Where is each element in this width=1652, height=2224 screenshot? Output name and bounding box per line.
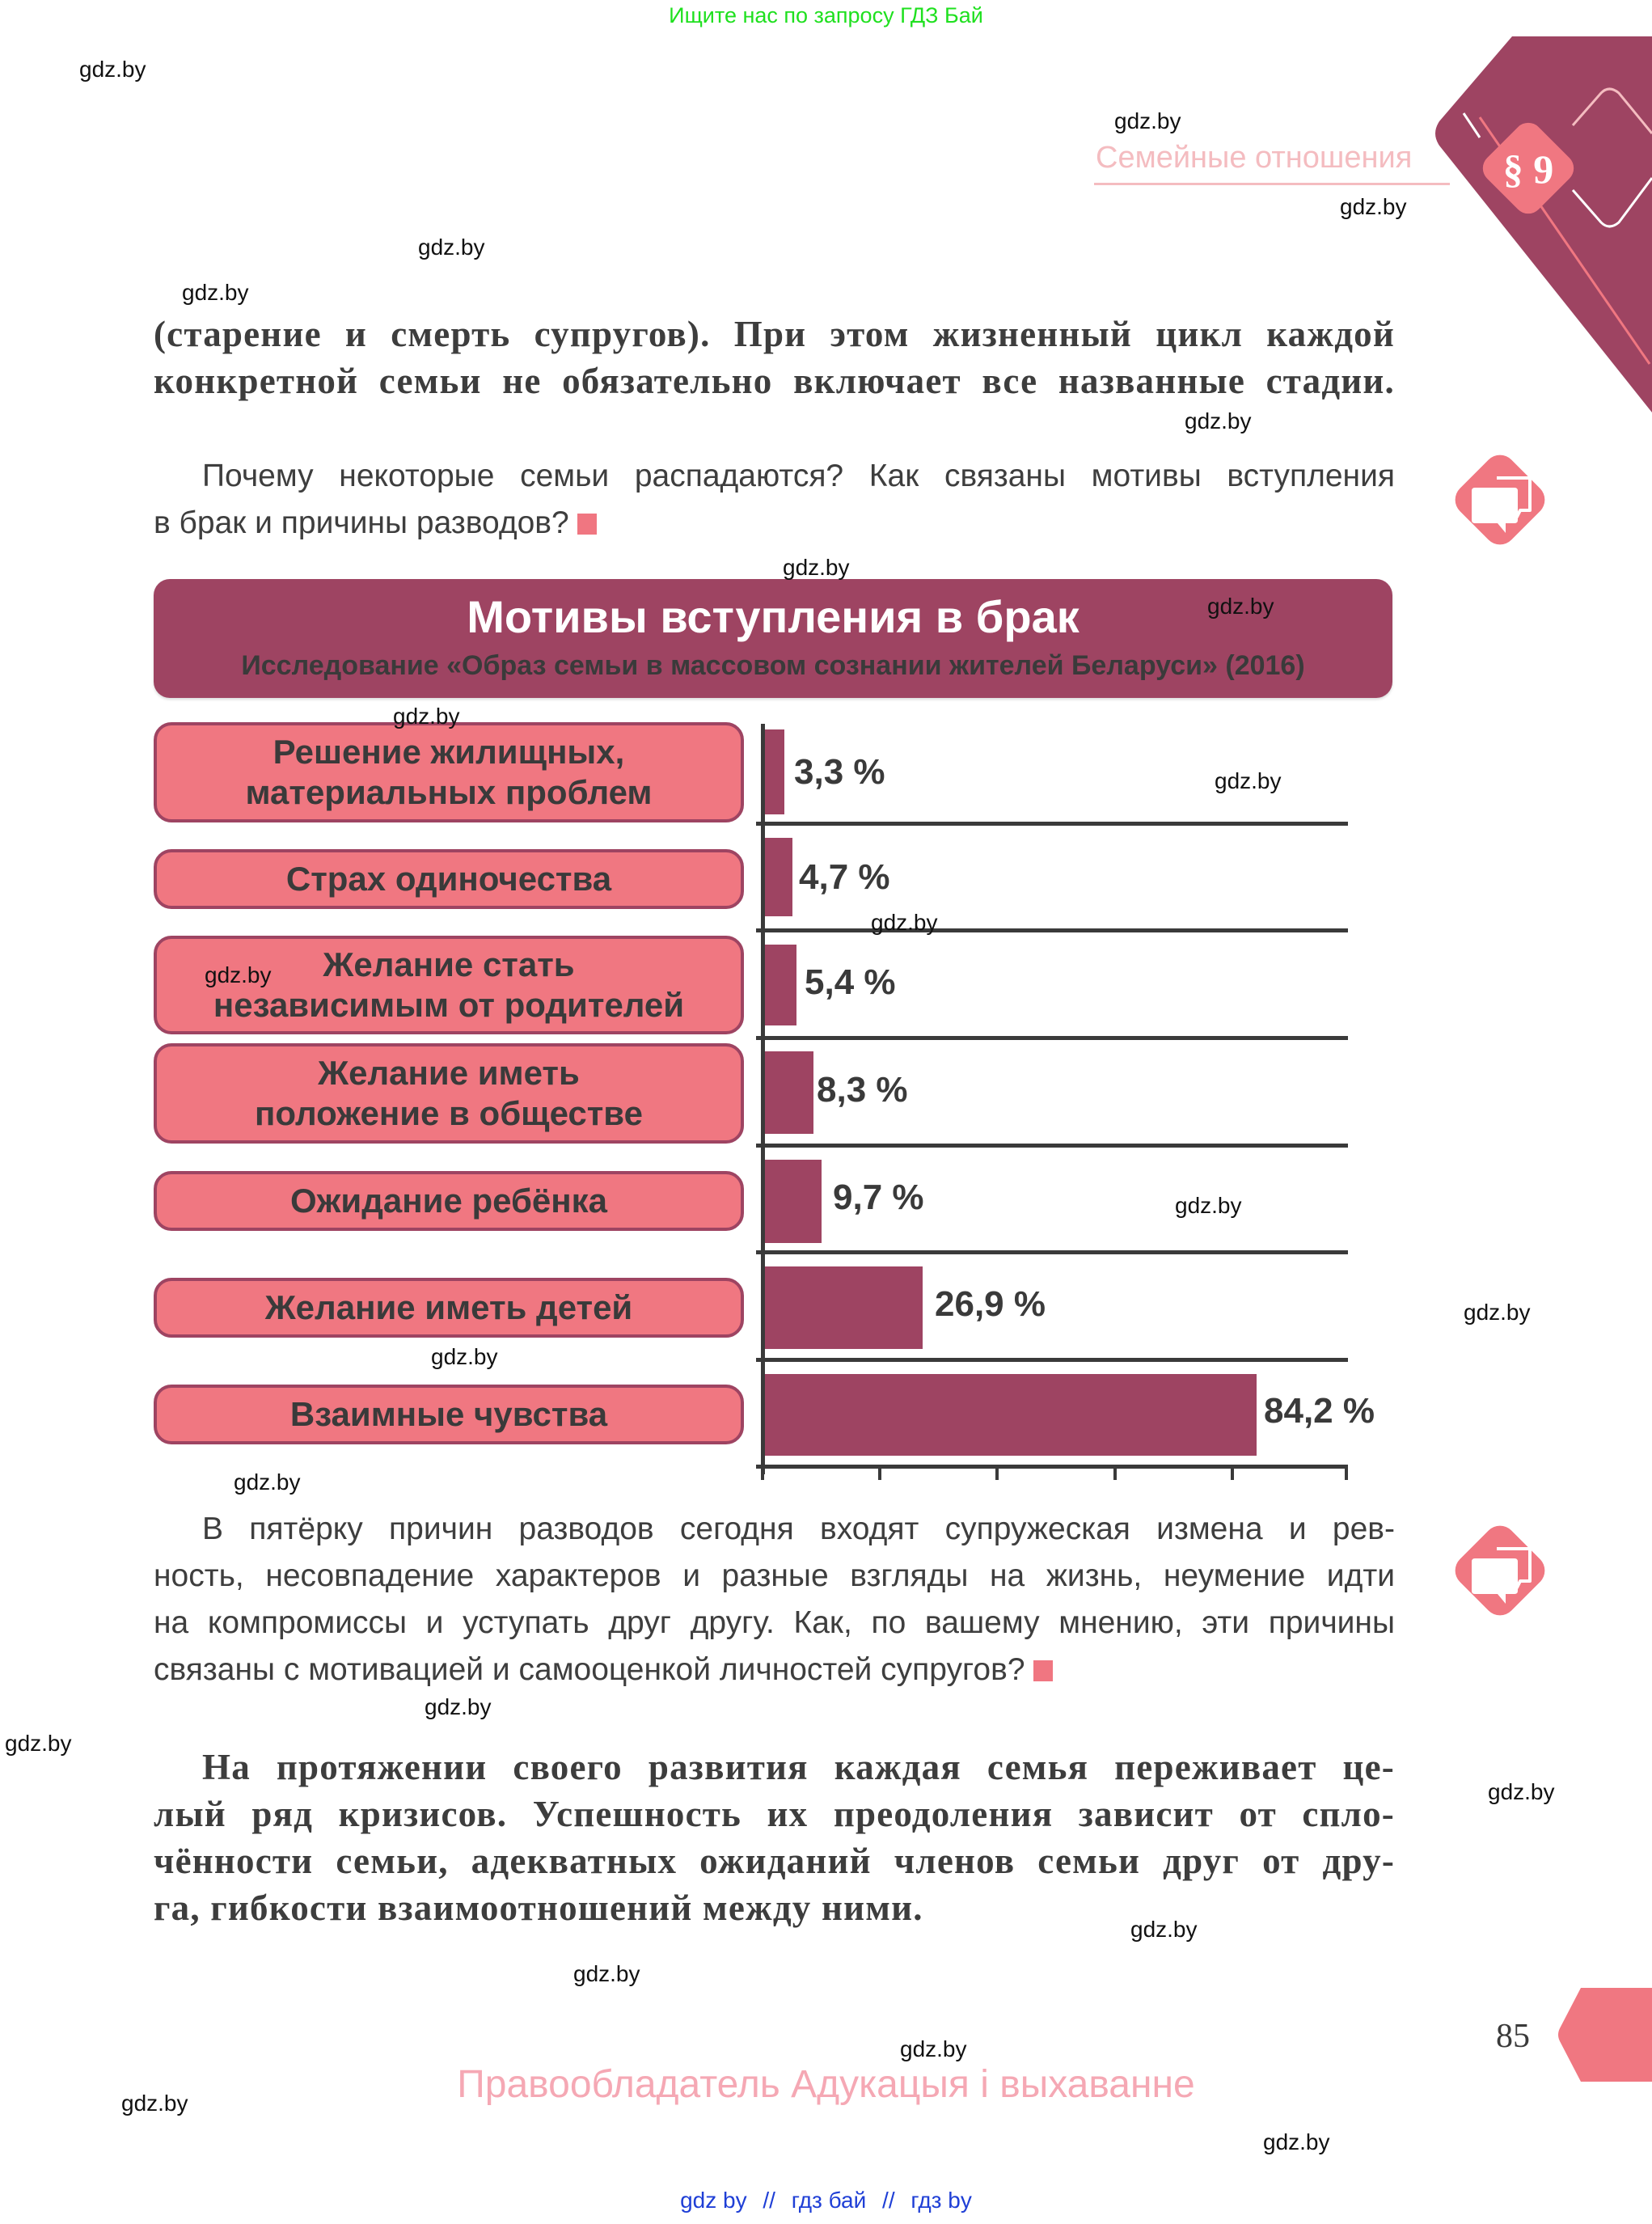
watermark: gdz.by (1488, 1779, 1555, 1804)
watermark: gdz.by (1263, 2129, 1330, 2154)
label-line: Желание иметь (318, 1054, 580, 1092)
watermark: gdz.by (1207, 594, 1274, 619)
watermark: gdz.by (1114, 108, 1181, 133)
end-marker-icon (577, 514, 597, 535)
category-label-social-status (154, 1043, 744, 1144)
label-line: Желание стать (323, 945, 575, 983)
label-line: материальных проблем (245, 773, 653, 811)
section-title-underline (1094, 183, 1450, 185)
page-number: 85 (1496, 2018, 1530, 2055)
footer-link-gdz-by[interactable]: gdz by (680, 2188, 747, 2213)
body-paragraph-crises (154, 1744, 1395, 1931)
watermark: gdz.by (1185, 408, 1252, 433)
footer-link-gdz-by-cyr[interactable]: гдз by (911, 2188, 972, 2213)
label-line: Желание иметь детей (264, 1288, 633, 1326)
bar-independence (765, 945, 796, 1025)
x-axis-tick (1345, 1467, 1348, 1480)
watermark: gdz.by (182, 280, 249, 305)
bar-mutual-feelings (765, 1374, 1257, 1456)
watermark: gdz.by (1175, 1193, 1242, 1218)
text-line (154, 500, 1395, 547)
gridline (756, 1036, 1348, 1040)
value-label: 5,4 % (805, 962, 896, 1002)
watermark: gdz.by (783, 555, 850, 580)
value-label: 8,3 % (817, 1070, 908, 1110)
category-label-expecting-child (154, 1171, 744, 1231)
watermark: gdz.by (900, 2036, 967, 2061)
chart-subtitle: Исследование «Образ семьи в массовом сознании жителей Беларуси» (2016) (241, 650, 1305, 681)
value-label: 84,2 % (1264, 1391, 1375, 1431)
gridline (756, 1144, 1348, 1148)
text-line: На протяжении своего развития каждая семья переживает це- (202, 1747, 1395, 1787)
text-line: лый ряд кризисов. Успешность их преодоления зависит от спло- (154, 1794, 1395, 1834)
text-line-content: связаны с мотивацией и самооценкой личностей супругов? (154, 1652, 1025, 1687)
bar-expecting-child (765, 1160, 822, 1243)
discussion-bubbles-icon (1439, 1510, 1561, 1631)
bar-loneliness (765, 838, 792, 916)
watermark: gdz.by (393, 704, 460, 729)
watermark: gdz.by (573, 1961, 640, 1986)
watermark: gdz.by (425, 1694, 492, 1719)
body-paragraph-intro (154, 311, 1395, 404)
discussion-question-1 (154, 453, 1395, 547)
watermark: gdz.by (5, 1731, 72, 1756)
x-axis-tick (878, 1467, 881, 1480)
text-line: (старение и смерть супругов). При этом жизненный цикл каждой (154, 314, 1395, 354)
label-line: Решение жилищных, (273, 733, 625, 771)
x-axis-tick (1231, 1467, 1234, 1480)
search-hint-banner: Ищите нас по запросу ГДЗ Бай (669, 3, 983, 27)
section-title: Семейные отношения (1096, 141, 1413, 175)
x-axis-tick (1113, 1467, 1117, 1480)
end-marker-icon (1033, 1660, 1053, 1681)
bar-housing (765, 729, 784, 814)
text-line: ность, несовпадение характеров и разные взгляды на жизнь, неумение идти (154, 1558, 1395, 1593)
bar-social-status (765, 1051, 813, 1134)
label-line: Страх одиночества (285, 860, 612, 898)
value-label: 9,7 % (833, 1178, 924, 1217)
x-axis-tick (761, 1467, 764, 1480)
watermark: gdz.by (121, 2091, 188, 2116)
chart-title: Мотивы вступления в брак (467, 591, 1080, 642)
watermark: gdz.by (205, 962, 272, 987)
copyright-notice: Правообладатель Адукацыя і выхаванне (457, 2063, 1195, 2106)
watermark: gdz.by (234, 1469, 301, 1495)
text-line: га, гибкости взаимоотношений между ними. (154, 1888, 923, 1928)
category-label-mutual-feelings (154, 1385, 744, 1444)
gridline (756, 1358, 1348, 1362)
discussion-question-2 (154, 1506, 1395, 1693)
x-axis-line (756, 1465, 1348, 1469)
category-label-housing (154, 722, 744, 822)
watermark: gdz.by (871, 910, 938, 935)
watermark: gdz.by (79, 57, 146, 82)
link-separator: // (882, 2188, 895, 2213)
text-line: чённости семьи, адекватных ожиданий членов семьи друг от дру- (154, 1841, 1395, 1881)
discussion-bubbles-icon (1439, 439, 1561, 560)
text-line: на компромиссы и уступать друг другу. Как, по вашему мнению, эти причины (154, 1605, 1395, 1640)
category-label-want-children (154, 1278, 744, 1338)
paragraph-badge-label: § 9 (1502, 146, 1554, 192)
label-line: независимым от родителей (213, 986, 685, 1024)
x-axis-tick (995, 1467, 999, 1480)
bar-want-children (765, 1266, 923, 1349)
text-line: конкретной семьи не обязательно включает все названные стадии. (154, 361, 1395, 401)
link-separator: // (763, 2188, 775, 2213)
text-line-content: в брак и причины разводов? (154, 505, 569, 540)
gridline (756, 928, 1348, 932)
label-line: Ожидание ребёнка (289, 1182, 607, 1220)
gridline (756, 1250, 1348, 1254)
paragraph-badge (1472, 112, 1585, 225)
watermark: gdz.by (431, 1344, 498, 1369)
watermark: gdz.by (1130, 1917, 1198, 1942)
watermark: gdz.by (418, 235, 485, 260)
value-label: 4,7 % (799, 857, 890, 897)
value-label: 3,3 % (794, 752, 885, 792)
footer-links (0, 2188, 1652, 2213)
category-label-loneliness (154, 849, 744, 909)
text-line (154, 1647, 1395, 1693)
watermark: gdz.by (1215, 768, 1282, 793)
label-line: Взаимные чувства (289, 1395, 608, 1433)
label-line: положение в обществе (255, 1094, 643, 1132)
footer-link-gdz-bai[interactable]: гдз бай (791, 2188, 867, 2213)
watermark: gdz.by (1340, 194, 1407, 219)
text-line: Почему некоторые семьи распадаются? Как связаны мотивы вступления (202, 459, 1395, 493)
text-line: В пятёрку причин разводов сегодня входят супружеская измена и рев- (202, 1512, 1395, 1546)
value-label: 26,9 % (935, 1284, 1046, 1324)
watermark: gdz.by (1464, 1300, 1531, 1325)
gridline (756, 822, 1348, 826)
